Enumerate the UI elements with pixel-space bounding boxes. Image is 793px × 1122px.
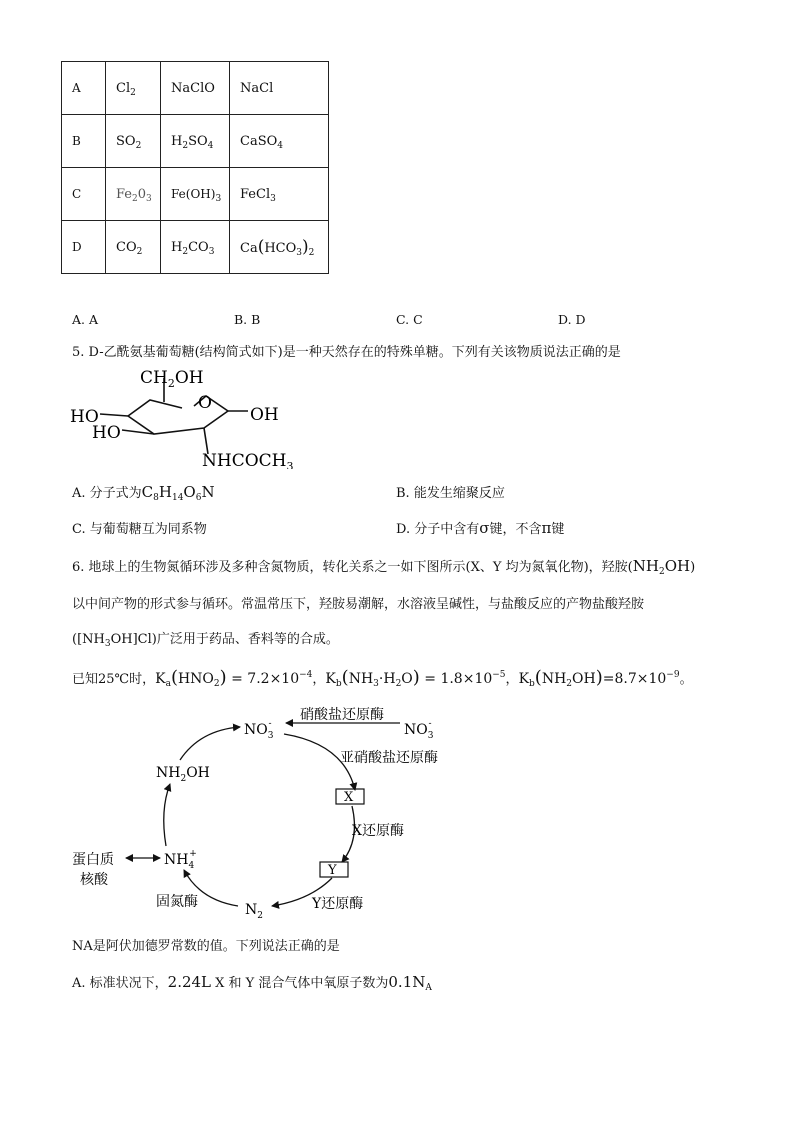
q5-stem: 5. D-乙酰氨基葡萄糖(结构简式如下)是一种天然存在的特殊单糖。下列有关该物质说法正确的是 <box>72 345 621 360</box>
nitrogen-cycle-diagram <box>60 700 460 930</box>
x-reductase-label: X还原酶 <box>352 823 404 839</box>
n2-label: $N_2$ <box>245 902 263 921</box>
q6-option-a: A. 标准状况下，2.24L X 和 Y 混合气体中氧原子数为$0.1N_A$ <box>72 973 432 993</box>
q4-option-a: A. A <box>72 312 99 327</box>
no3-right-label: $NO_3-$ <box>404 719 434 741</box>
row-label: B <box>62 115 106 168</box>
nucleic-acid-label: 核酸 <box>80 872 108 888</box>
q4-option-d: D. D <box>558 312 586 327</box>
no3-center-label: $NO_3-$ <box>244 719 274 741</box>
ho-label-2: HO <box>92 423 121 443</box>
oh-label: OH <box>250 405 279 425</box>
q6-line-2: 以中间产物的形式参与循环。常温常压下，羟胺易潮解，水溶液呈碱性，与盐酸反应的产物盐酸羟胺 <box>72 597 645 612</box>
x-label: X <box>344 790 354 805</box>
q6-line-1: 6. 地球上的生物氮循环涉及多种含氮物质，转化关系之一如下图所示(X、Y 均为氮氧化物)，羟胺$(NH_2OH)$ <box>72 557 696 577</box>
cell-h2co3: $H_2CO_3$ <box>161 221 230 274</box>
table-row <box>62 115 329 168</box>
glcnac-structure <box>70 364 300 469</box>
cell-cl2: $Cl_2$ <box>106 62 161 115</box>
q5-option-c: C. 与葡萄糖互为同系物 <box>72 522 207 537</box>
row-label: A <box>62 62 106 115</box>
nitrogenase-label: 固氮酶 <box>156 894 198 910</box>
cell-fe2o3: $Fe_20_3$ <box>106 168 161 221</box>
cell-co2: $CO_2$ <box>106 221 161 274</box>
cell-caso4: CaSO$_4$ <box>230 115 329 168</box>
q4-option-c: C. C <box>396 312 423 327</box>
table-row <box>62 221 329 274</box>
q6-na-line: NA是阿伏加德罗常数的值。下列说法正确的是 <box>72 939 340 954</box>
row-label: D <box>62 221 106 274</box>
ho-label-1: HO <box>70 407 99 427</box>
q5-option-a: A. 分子式为$C_8H_{14}O_6N$ <box>72 483 215 503</box>
y-reductase-label: Y还原酶 <box>312 896 364 912</box>
q5-option-a-text: A. 分子式为 <box>72 486 142 501</box>
q5-option-d: D. 分子中含有σ键，不含π键 <box>396 519 565 537</box>
ring-o-label: O <box>198 393 212 413</box>
cell-ca-hco3-2: $Ca(HCO_3)_2$ <box>230 221 329 274</box>
nh2oh-label: $NH_2OH$ <box>156 765 210 784</box>
nh4-label: $NH_4+$ <box>164 849 197 871</box>
q4-option-b: B. B <box>234 312 261 327</box>
cell-fecl3: FeCl$_3$ <box>230 168 329 221</box>
ch2oh-label: $CH_2OH$ <box>140 368 204 390</box>
y-label: Y <box>328 863 337 878</box>
table-row <box>62 62 329 115</box>
table-row <box>62 168 329 221</box>
protein-label: 蛋白质 <box>72 852 114 868</box>
cell-h2so4: $H_2SO_4$ <box>161 115 230 168</box>
row-label: C <box>62 168 106 221</box>
q5-option-b: B. 能发生缩聚反应 <box>396 486 505 501</box>
nitrite-reductase-label: 亚硝酸盐还原酶 <box>340 750 438 766</box>
cell-naclo: NaClO <box>161 62 230 115</box>
options-table <box>61 61 329 274</box>
cell-nacl: NaCl <box>230 62 329 115</box>
cell-so2: $SO_2$ <box>106 115 161 168</box>
q6-line-3: $([NH_3OH]Cl)$广泛用于药品、香料等的合成。 <box>72 632 339 649</box>
cell-feoh3: $Fe(OH)_3$ <box>161 168 230 221</box>
q6-known-constants: 已知25℃时，$K_a(HNO_2) = 7.2\times 10^{-4}$，$K_b(NH_3\cdot H_2O) = 1.8\times 10^{-5}$，$K_b(NH_2OH)=8.7\times 10^{-9}$。 <box>72 667 693 689</box>
nhcoch3-label: $NHCOCH_3$ <box>202 451 294 469</box>
nitrate-reductase-label: 硝酸盐还原酶 <box>300 707 384 723</box>
